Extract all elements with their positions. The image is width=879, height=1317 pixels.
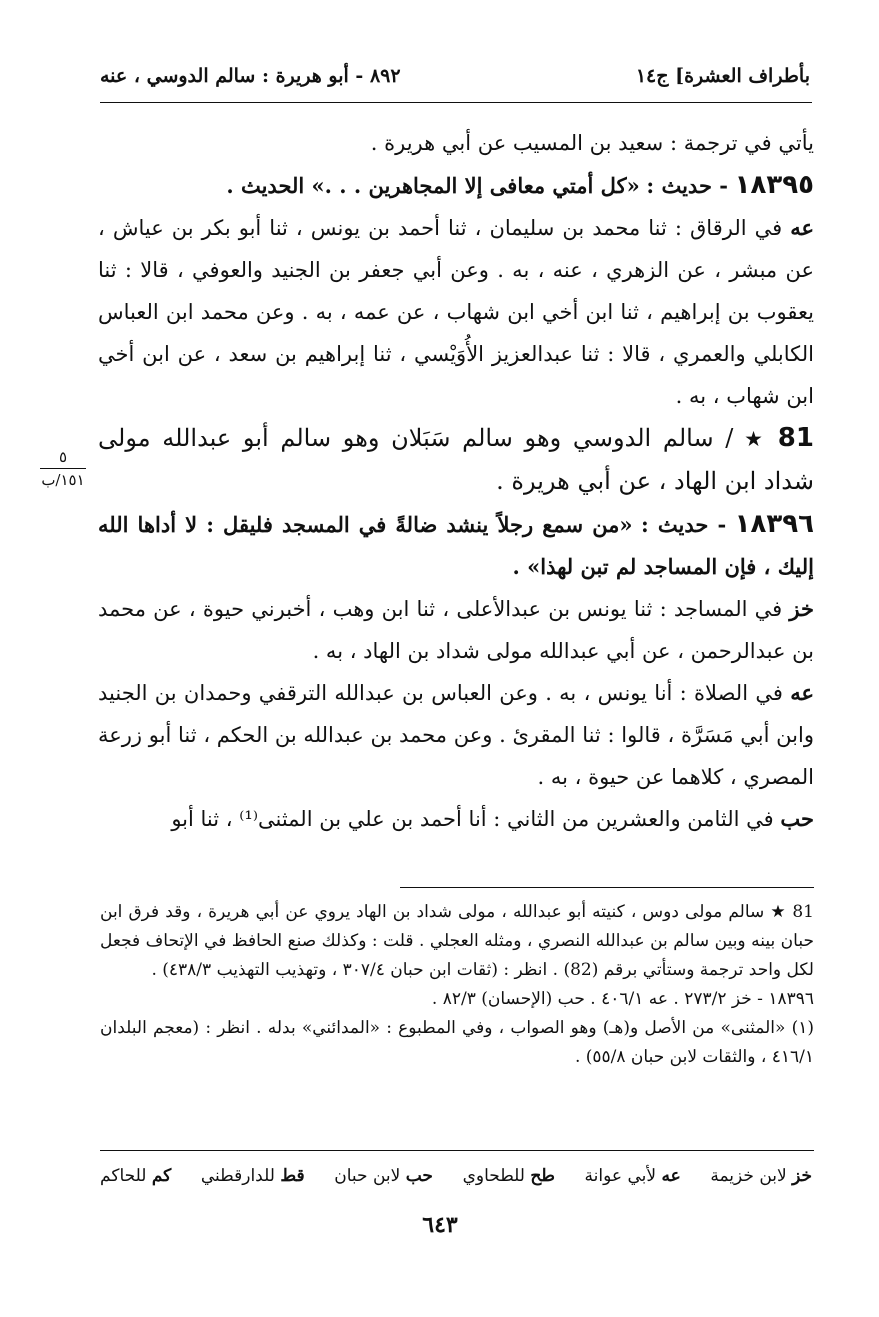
abbreviation-item: كم للحاكم	[100, 1166, 172, 1186]
abbreviation-item: حب لابن حبان	[334, 1166, 433, 1186]
paragraph	[98, 588, 814, 672]
footnote-rule	[400, 887, 814, 888]
page-number: ٦٤٣	[422, 1212, 458, 1238]
hadith-entry	[98, 164, 814, 207]
paragraph-text: في الرقاق : ثنا محمد بن سليمان ، ثنا أحمد بن يونس ، ثنا أبو بكر بن عياش ، عن مبشر ، عن الزهري ، عنه ، به . وعن أبي جعفر بن الجنيد والعوفي ، قالا : ثنا يعقوب بن إبراهيم ، ثنا ابن أخي ابن شهاب ، عن عمه ، به . وعن محمد ابن العباس الكابلي والعمري ، قالا : ثنا عبدالعزيز الأُوَيْسي ، ثنا إبراهيم بن سعد ، عن ابن أخي ابن شهاب ، به .	[98, 216, 814, 408]
folio-bottom: ١٥١/ب	[41, 471, 85, 489]
footnote: ١٨٣٩٦ - خز ٢٧٣/٢ . عه ٤٠٦/١ . حب (الإحسان) ٨٢/٣ .	[431, 989, 814, 1009]
narrator-entry	[98, 417, 814, 503]
paragraph-text: في المساجد : ثنا يونس بن عبدالأعلى ، ثنا ابن وهب ، أخبرني حيوة ، عن محمد بن عبدالرحمن ، عن أبي عبدالله مولى شداد بن الهاد ، به .	[98, 597, 814, 663]
hadith-label: - حديث :	[641, 512, 727, 537]
abbreviations-legend	[100, 1160, 812, 1192]
footnote: (١) «المثنى» من الأصل و(هـ) وهو الصواب ، وفي المطبوع : «المدائني» بدله . انظر : (معجم البلدان ٤١٦/١ ، والثقات لابن حبان ٥٥/٨) .	[100, 1018, 814, 1067]
source-code: عه	[790, 680, 814, 705]
hadith-text: «من سمع رجلاً ينشد ضالةً في المسجد فليقل : لا أداها الله إليك ، فإن المساجد لم تبن لهذا» .	[98, 512, 814, 579]
source-code: خز	[789, 596, 814, 621]
folio-divider	[40, 468, 86, 469]
manuscript-folio-note	[28, 448, 98, 489]
paragraph	[98, 207, 814, 417]
main-text	[98, 122, 814, 840]
abbreviation-item: عه لأبي عوانة	[584, 1166, 681, 1186]
source-code: حب	[780, 806, 814, 831]
abbreviation-item: طح للطحاوي	[462, 1166, 555, 1186]
abbreviations-rule	[100, 1150, 814, 1151]
source-code: عه	[790, 215, 814, 240]
header-rule	[100, 102, 812, 103]
hadith-number: ١٨٣٩٥	[734, 170, 814, 200]
star-icon: ★	[744, 427, 768, 451]
running-header	[100, 58, 810, 94]
folio-top: ٥	[58, 448, 68, 466]
hadith-text: «كل أمتي معافى إلا المجاهرين . . .» الحديث .	[226, 173, 640, 198]
abbreviation-item: خز لابن خزيمة	[710, 1166, 812, 1186]
abbreviation-item: قط للدارقطني	[200, 1166, 305, 1186]
footnote: 81 ★ سالم مولى دوس ، كنيته أبو عبدالله ، مولى شداد بن الهاد يروي عن أبي هريرة ، وقد فرق ابن حبان بينه وبين سالم بن عبدالله النصري ، ومثله العجلي . قلت : وكذلك صنع الحافظ في الإتحاف فجعل لكل واحد ترجمة وستأتي برقم (82) . انظر : (ثقات ابن حبان ٣٠٧/٤ ، وتهذيب التهذيب ٤٣٨/٣) .	[100, 902, 814, 980]
narrator-text: / سالم الدوسي وهو سالم سَبَلان وهو سالم أبو عبدالله مولى شداد ابن الهاد ، عن أبي هريرة .	[98, 424, 814, 495]
hadith-entry	[98, 503, 814, 588]
narrator-number: 81	[777, 423, 814, 453]
paragraph	[98, 672, 814, 798]
paragraph-text: في الثامن والعشرين من الثاني : أنا أحمد بن علي بن المثنى⁽¹⁾ ، ثنا أبو	[171, 807, 774, 831]
header-right: بأطراف العشرة] ج١٤	[635, 65, 810, 87]
footnotes	[100, 898, 814, 1072]
paragraph: يأتي في ترجمة : سعيد بن المسيب عن أبي هريرة .	[370, 131, 814, 155]
hadith-number: ١٨٣٩٦	[734, 509, 814, 539]
hadith-label: - حديث :	[646, 173, 728, 198]
paragraph-text: في الصلاة : أنا يونس ، به . وعن العباس بن عبدالله الترقفي وحمدان بن الجنيد وابن أبي مَسَرَّة ، قالوا : ثنا المقرئ . وعن محمد بن عبدالله بن الحكم ، ثنا أبو زرعة المصري ، كلاهما عن حيوة ، به .	[98, 681, 814, 789]
header-left: ٨٩٢ - أبو هريرة : سالم الدوسي ، عنه	[100, 65, 401, 87]
paragraph	[98, 798, 814, 840]
